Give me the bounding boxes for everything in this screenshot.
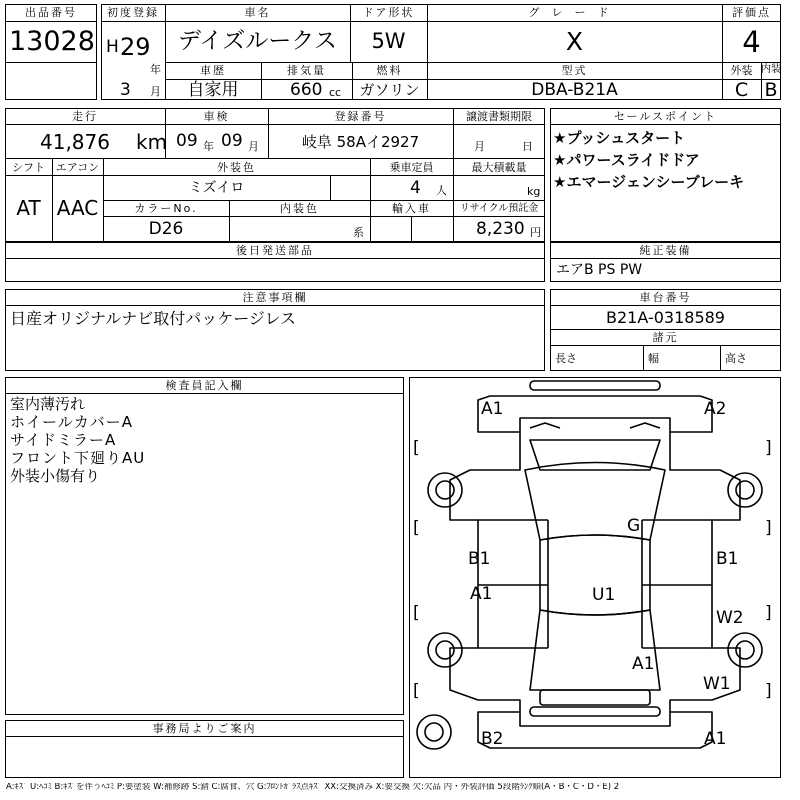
width-label: 幅 bbox=[648, 352, 659, 365]
damage-mark: A1 bbox=[704, 729, 727, 749]
first-reg-label: 初度登録 bbox=[107, 6, 159, 19]
damage-mark: A1 bbox=[481, 399, 504, 419]
chassis-label: 車台番号 bbox=[639, 291, 692, 304]
transfer-label: 譲渡書類期限 bbox=[466, 110, 532, 123]
side-bracket: [ bbox=[413, 681, 420, 701]
displacement-unit: cc bbox=[329, 86, 342, 99]
damage-mark: B2 bbox=[481, 729, 504, 749]
import-label: 輸入車 bbox=[392, 202, 431, 215]
inspection-label: 車検 bbox=[203, 110, 230, 123]
damage-mark: B1 bbox=[716, 549, 739, 569]
side-bracket: ] bbox=[765, 518, 772, 538]
grade: X bbox=[565, 27, 584, 56]
shift: AT bbox=[16, 196, 41, 220]
door-label: ドア形状 bbox=[362, 6, 415, 19]
dims-label: 諸元 bbox=[652, 331, 679, 344]
inspector-label: 検査員記入欄 bbox=[165, 379, 244, 392]
later-parts-label: 後日発送部品 bbox=[236, 244, 314, 257]
damage-mark: U1 bbox=[592, 585, 616, 605]
inspector-note: 室内薄汚れ bbox=[10, 395, 86, 413]
shift-label: シフト bbox=[12, 161, 45, 174]
recycle-amount: 8,230 bbox=[476, 219, 525, 239]
exterior-score: C bbox=[734, 79, 749, 101]
ac-label: エアコン bbox=[55, 161, 100, 174]
chassis-number: B21A-0318589 bbox=[606, 308, 725, 327]
int-color-unit: 系 bbox=[353, 226, 364, 239]
side-bracket: ] bbox=[765, 438, 772, 458]
lot-number: 13028 bbox=[9, 26, 95, 57]
lot-label: 出品番号 bbox=[25, 6, 77, 19]
mileage-unit: km bbox=[136, 130, 168, 154]
first-reg-month: 3 bbox=[120, 80, 131, 100]
transfer-month-unit: 月 bbox=[474, 140, 485, 153]
month-unit: 月 bbox=[150, 85, 161, 98]
year-unit: 年 bbox=[150, 63, 161, 76]
sales-label: セールスポイント bbox=[613, 110, 717, 123]
car-name: デイズルークス bbox=[178, 28, 337, 54]
first-reg-year: 29 bbox=[120, 33, 151, 61]
model: DBA-B21A bbox=[531, 80, 618, 100]
ext-color-label: 外装色 bbox=[217, 161, 256, 174]
office-label: 事務局よりご案内 bbox=[152, 722, 257, 735]
exterior-label: 外装 bbox=[730, 64, 753, 77]
inspector-note: 外装小傷有り bbox=[10, 467, 101, 485]
car-outline bbox=[409, 377, 781, 778]
length-label: 長さ bbox=[555, 352, 577, 365]
score: 4 bbox=[742, 25, 761, 59]
inspection-year: 09 bbox=[176, 131, 198, 151]
grade-label: グレード bbox=[528, 6, 621, 19]
color-no-label: カラーNo. bbox=[134, 202, 198, 215]
height-label: 高さ bbox=[725, 352, 747, 365]
damage-mark: W2 bbox=[716, 608, 744, 628]
fuel: ガソリン bbox=[359, 81, 420, 99]
insp-month-unit: 月 bbox=[248, 140, 259, 153]
car-name-label: 車名 bbox=[244, 6, 271, 19]
displacement: 660 bbox=[290, 80, 323, 100]
ac: AAC bbox=[56, 196, 99, 220]
side-bracket: [ bbox=[413, 603, 420, 623]
damage-mark: B1 bbox=[468, 549, 491, 569]
inspector-note: ホイールカバーA bbox=[10, 413, 133, 431]
capacity: 4 bbox=[410, 178, 421, 198]
damage-mark: A2 bbox=[704, 399, 727, 419]
damage-mark: A1 bbox=[632, 654, 655, 674]
history-label: 車歴 bbox=[200, 64, 226, 77]
displacement-label: 排気量 bbox=[287, 64, 326, 77]
damage-mark: W1 bbox=[703, 674, 731, 694]
fuel-label: 燃料 bbox=[376, 64, 403, 77]
sales-point: ★エマージェンシーブレーキ bbox=[553, 173, 745, 191]
genuine-equipment: エアB PS PW bbox=[556, 262, 643, 278]
damage-mark: G bbox=[627, 516, 641, 536]
recycle-unit: 円 bbox=[530, 226, 541, 239]
inspector-note: フロント下廻りAU bbox=[10, 449, 146, 467]
plate: 岐阜 58Aイ2927 bbox=[301, 133, 420, 151]
max-load-unit: kg bbox=[527, 185, 541, 198]
door-type: 5W bbox=[371, 29, 406, 53]
side-bracket: ] bbox=[765, 603, 772, 623]
mileage: 41,876 bbox=[40, 130, 110, 154]
inspection-month: 09 bbox=[221, 131, 243, 151]
caution-text: 日産オリジナルナビ取付パッケージレス bbox=[10, 309, 297, 328]
ext-color: ミズイロ bbox=[188, 180, 245, 196]
color-no: D26 bbox=[148, 219, 184, 239]
legend: A:ｷｽﾞ U:ﾍｺﾐ B:ｷｽﾞを伴うﾍｺﾐ P:要塗装 W:補修跡 S:錆 C:腐食、穴 G:ﾌﾛﾝﾄｶﾞﾗｽ点ｷｽﾞ XX:交換済み X:要交換 欠:欠品 内・外装評価 5段階ﾗﾝｸ順(A・B・C・D・E) 2 bbox=[6, 783, 620, 792]
interior-label: 内装 bbox=[761, 64, 781, 75]
int-color-label: 内装色 bbox=[280, 202, 319, 215]
model-label: 型式 bbox=[561, 64, 588, 77]
plate-label: 登録番号 bbox=[334, 110, 387, 123]
side-bracket: ] bbox=[765, 681, 772, 701]
capacity-unit: 人 bbox=[436, 184, 447, 197]
side-bracket: [ bbox=[413, 438, 420, 458]
score-label: 評価点 bbox=[732, 6, 771, 19]
sales-point: ★プッシュスタート bbox=[553, 129, 686, 147]
transfer-day-unit: 日 bbox=[522, 140, 533, 153]
era: H bbox=[106, 37, 119, 57]
max-load-label: 最大積載量 bbox=[471, 161, 527, 174]
mileage-label: 走行 bbox=[72, 110, 98, 123]
recycle-label: リサイクル預託金 bbox=[459, 203, 539, 214]
damage-mark: A1 bbox=[470, 584, 493, 604]
insp-year-unit: 年 bbox=[203, 140, 214, 153]
inspector-note: サイドミラーA bbox=[10, 431, 117, 449]
genuine-label: 純正装備 bbox=[639, 244, 692, 257]
history: 自家用 bbox=[187, 80, 239, 100]
caution-label: 注意事項欄 bbox=[242, 291, 308, 304]
interior-score: B bbox=[764, 79, 778, 101]
capacity-label: 乗車定員 bbox=[389, 161, 434, 174]
sales-point: ★パワースライドドア bbox=[553, 151, 700, 169]
side-bracket: [ bbox=[413, 518, 420, 538]
